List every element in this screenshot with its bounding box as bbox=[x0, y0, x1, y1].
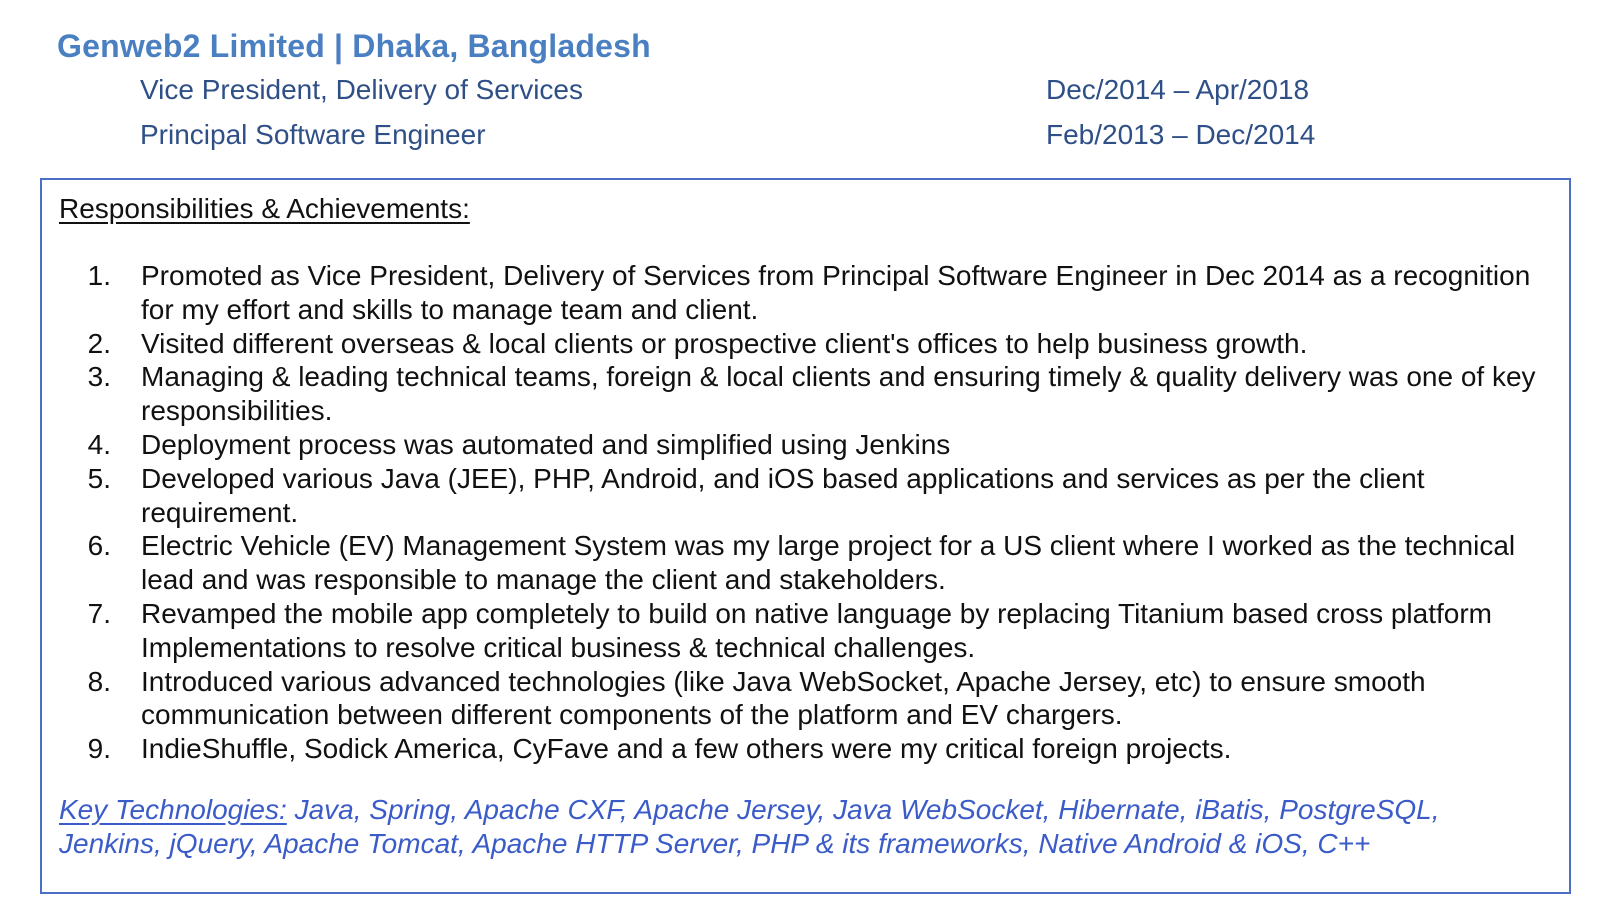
role-title: Principal Software Engineer bbox=[140, 119, 486, 150]
list-item bbox=[42, 462, 1573, 530]
achievements-list bbox=[42, 259, 1573, 766]
list-item-text: Electric Vehicle (EV) Management System was my large project for a US client where I worked as the technical lead and was responsible to manage the client and stakeholders. bbox=[141, 530, 1516, 596]
role-dates: Feb/2013 – Dec/2014 bbox=[1046, 119, 1316, 150]
list-item bbox=[42, 597, 1573, 665]
list-item bbox=[42, 327, 1573, 361]
list-item-text: IndieShuffle, Sodick America, CyFave and a few others were my critical foreign projects. bbox=[141, 733, 1232, 765]
list-item-number: 9. bbox=[87, 733, 111, 765]
list-item bbox=[42, 428, 1573, 462]
list-item bbox=[42, 529, 1573, 597]
key-technologies-list: Java, Spring, Apache CXF, Apache Jersey, Java WebSocket, Hibernate, iBatis, PostgreSQL, Jenkins, jQuery, Apache Tomcat, Apache HTTP Server, PHP & its frameworks, Native Android & iOS, C++ bbox=[59, 794, 1440, 859]
list-item bbox=[42, 665, 1573, 733]
list-item-text: Developed various Java (JEE), PHP, Android, and iOS based applications and services as per the client requirement. bbox=[141, 462, 1425, 528]
list-item bbox=[42, 259, 1573, 327]
list-item-text: Deployment process was automated and simplified using Jenkins bbox=[141, 428, 951, 460]
role-dates: Dec/2014 – Apr/2018 bbox=[1046, 74, 1310, 105]
list-item bbox=[42, 360, 1573, 428]
section-heading: Responsibilities & Achievements: bbox=[59, 193, 470, 224]
list-item-number: 3. bbox=[87, 361, 111, 393]
responsibilities-box bbox=[40, 178, 1571, 894]
role-title: Vice President, Delivery of Services bbox=[140, 74, 583, 105]
list-item-number: 1. bbox=[87, 260, 111, 291]
list-item-text: Introduced various advanced technologies (like Java WebSocket, Apache Jersey, etc) to ensure smooth communication between different components of the platform and EV chargers. bbox=[141, 665, 1426, 731]
company-heading: Genweb2 Limited | Dhaka, Bangladesh bbox=[57, 28, 651, 64]
list-item-text: Revamped the mobile app completely to build on native language by replacing Titanium based cross platform Implementations to resolve critical business & technical challenges. bbox=[141, 597, 1492, 663]
list-item bbox=[42, 732, 1573, 766]
list-item-number: 5. bbox=[87, 462, 111, 494]
list-item-number: 6. bbox=[87, 530, 111, 562]
list-item-text: Managing & leading technical teams, foreign & local clients and ensuring timely & quality delivery was one of key responsibilities. bbox=[141, 361, 1536, 427]
list-item-text: Promoted as Vice President, Delivery of Services from Principal Software Engineer in Dec 2014 as a recognition for my effort and skills to manage team and client. bbox=[141, 260, 1531, 325]
key-technologies bbox=[59, 793, 1549, 861]
list-item-text: Visited different overseas & local clients or prospective client's offices to help business growth. bbox=[141, 327, 1308, 359]
list-item-number: 2. bbox=[87, 327, 111, 359]
list-item-number: 8. bbox=[87, 665, 111, 697]
list-item-number: 4. bbox=[87, 428, 111, 460]
list-item-number: 7. bbox=[87, 597, 111, 629]
key-technologies-label: Key Technologies: bbox=[59, 794, 287, 825]
